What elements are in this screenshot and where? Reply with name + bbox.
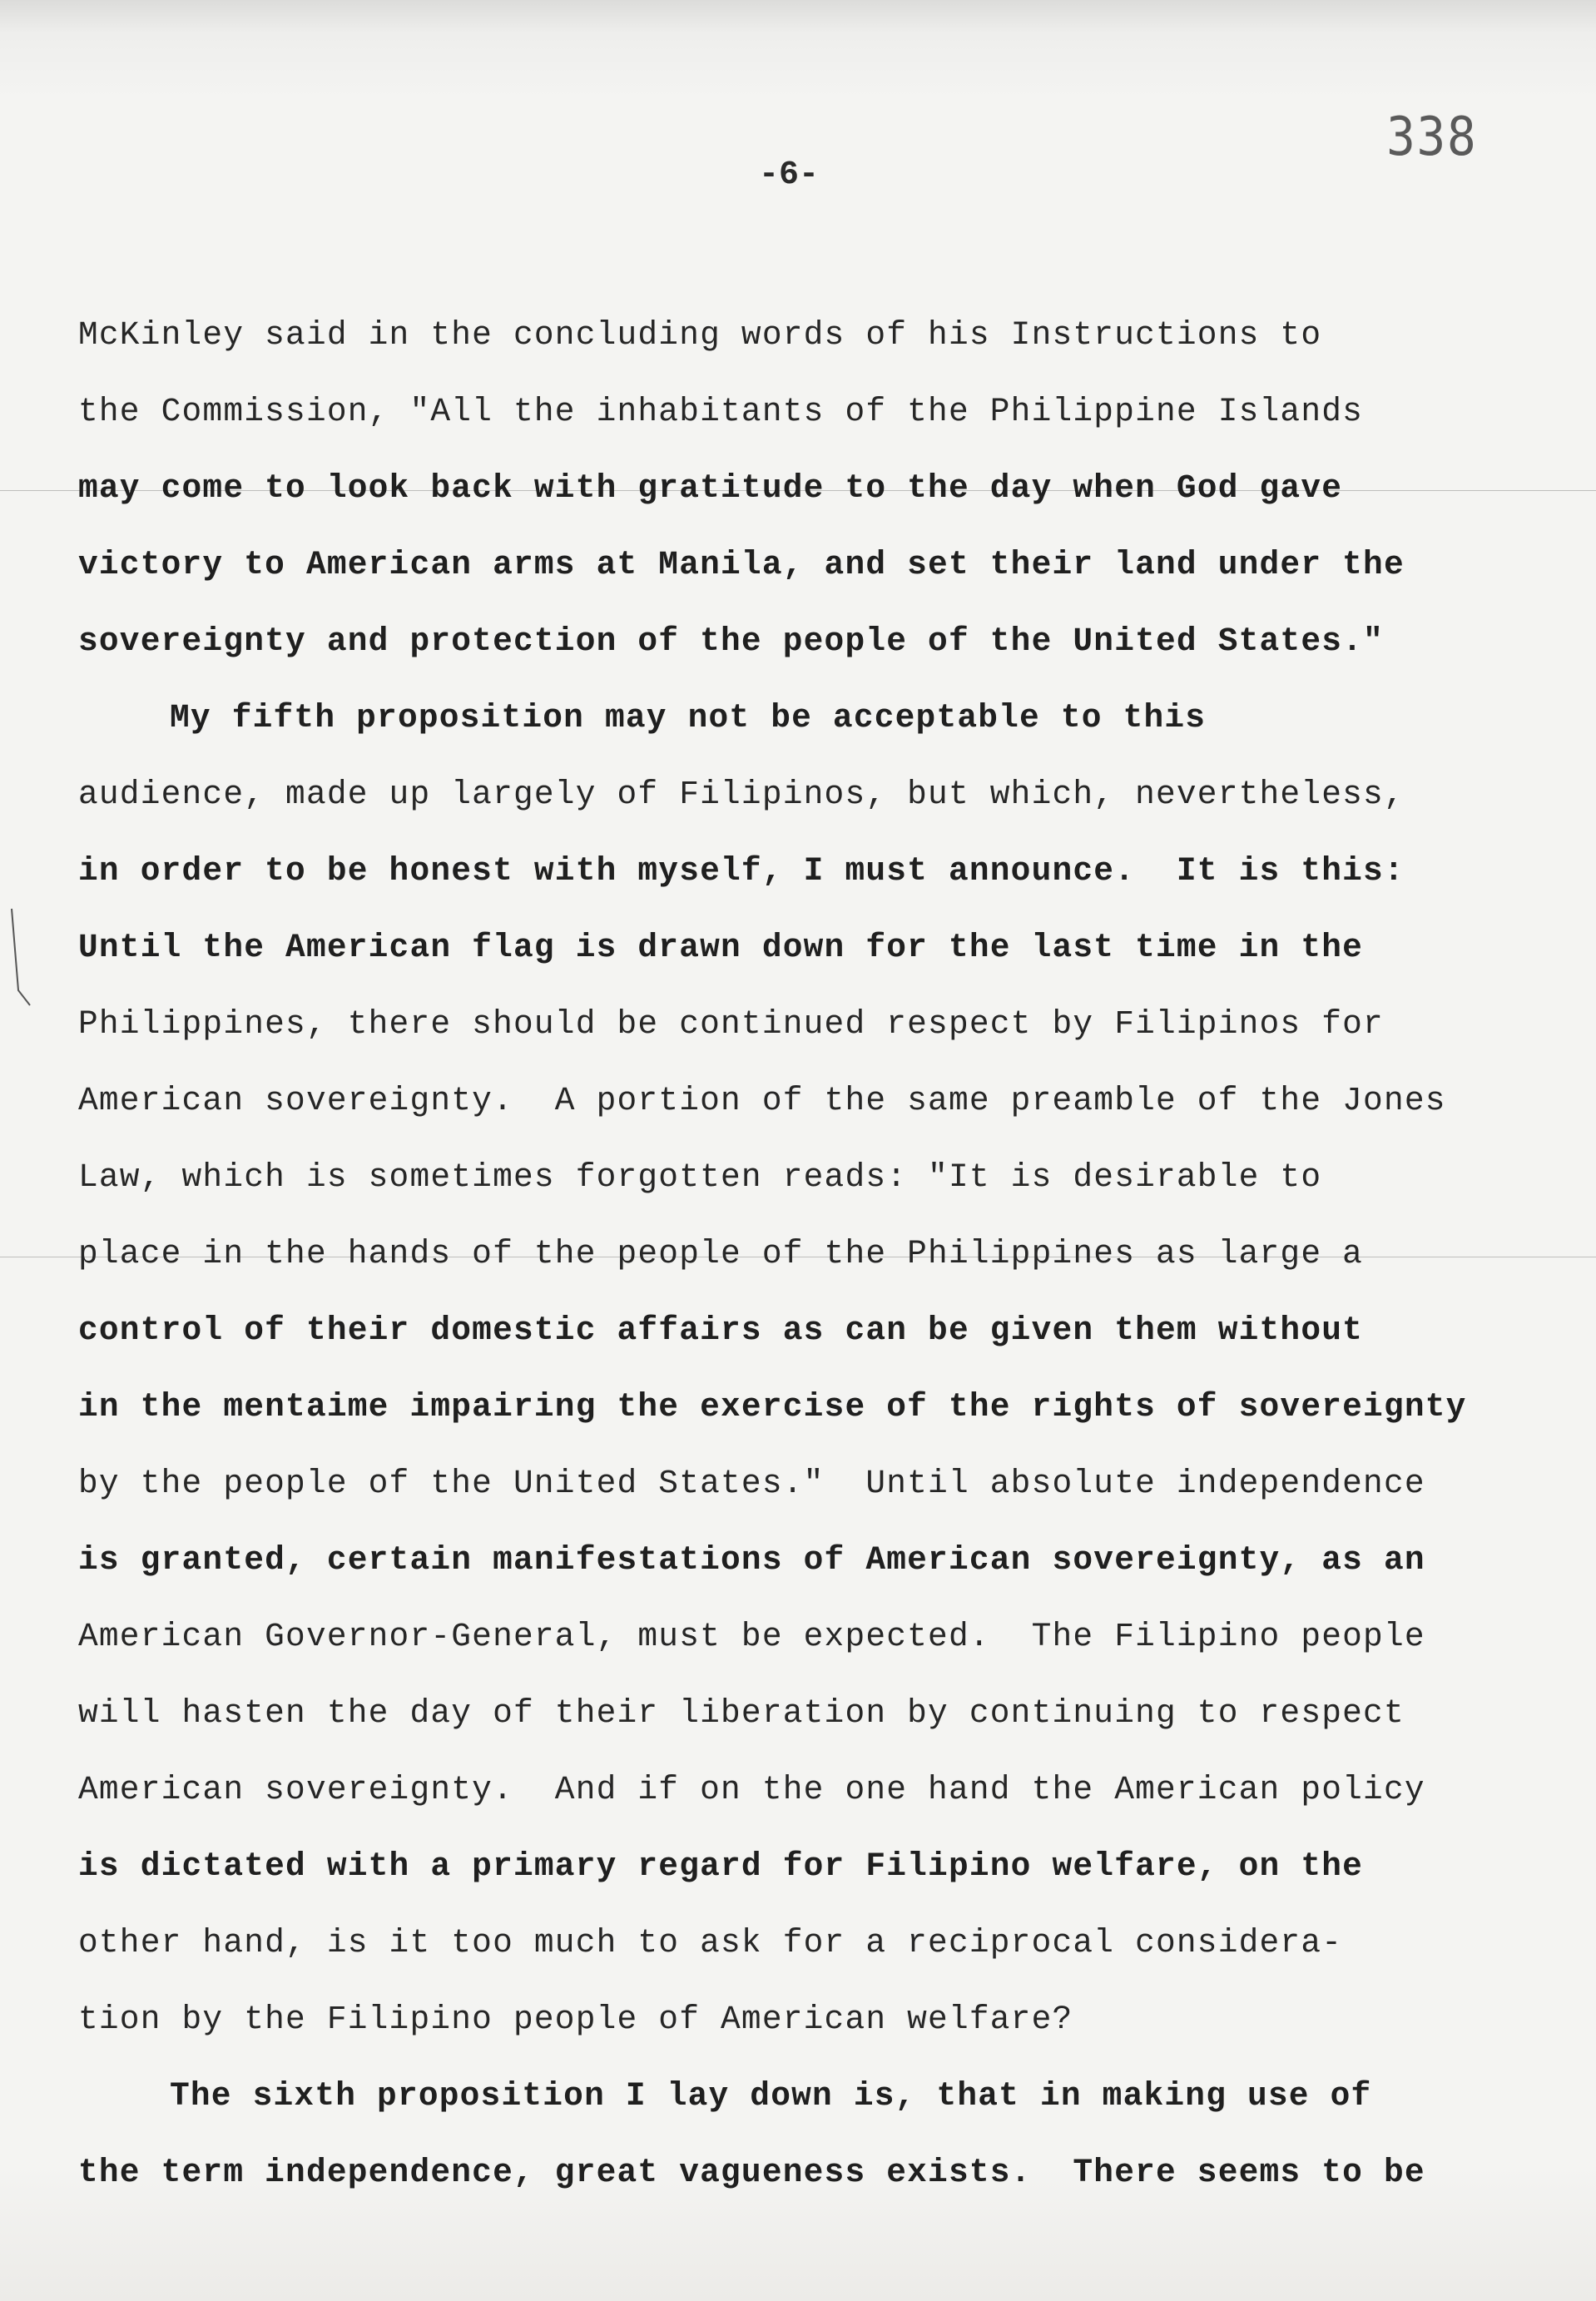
text-line: sovereignty and protection of the people of the United States." bbox=[78, 622, 1384, 660]
text-line: Law, which is sometimes forgotten reads: "It is desirable to bbox=[78, 1158, 1322, 1196]
text-line: may come to look back with gratitude to the day when God gave bbox=[78, 469, 1343, 507]
text-line: by the people of the United States." Until absolute independence bbox=[78, 1465, 1425, 1502]
text-line: in the mentaime impairing the exercise of the rights of sovereignty bbox=[78, 1388, 1467, 1426]
page-number: -6- bbox=[759, 156, 820, 194]
archive-stamp-number: 338 bbox=[1386, 107, 1478, 168]
text-line: the term independence, great vagueness exists. There seems to be bbox=[78, 2154, 1425, 2191]
text-line: McKinley said in the concluding words of his Instructions to bbox=[78, 316, 1322, 354]
text-line: other hand, is it too much to ask for a reciprocal considera- bbox=[78, 1924, 1343, 1961]
text-line: place in the hands of the people of the Philippines as large a bbox=[78, 1235, 1364, 1272]
text-line: in order to be honest with myself, I must announce. It is this: bbox=[78, 852, 1405, 890]
text-line: the Commission, "All the inhabitants of the Philippine Islands bbox=[78, 393, 1364, 430]
text-line: American sovereignty. And if on the one hand the American policy bbox=[78, 1771, 1425, 1808]
text-line: is granted, certain manifestations of American sovereignty, as an bbox=[78, 1541, 1425, 1579]
body-text bbox=[78, 310, 1596, 2224]
text-line: Philippines, there should be continued respect by Filipinos for bbox=[78, 1005, 1384, 1043]
text-line: American sovereignty. A portion of the same preamble of the Jones bbox=[78, 1082, 1446, 1119]
text-line: victory to American arms at Manila, and set their land under the bbox=[78, 546, 1405, 583]
text-line: is dictated with a primary regard for Filipino welfare, on the bbox=[78, 1847, 1364, 1885]
text-line: Until the American flag is drawn down for the last time in the bbox=[78, 929, 1364, 966]
text-line: tion by the Filipino people of American welfare? bbox=[78, 2001, 1073, 2038]
text-line: control of their domestic affairs as can be given them without bbox=[78, 1312, 1364, 1349]
text-line: The sixth proposition I lay down is, that in making use of bbox=[170, 2077, 1372, 2115]
margin-check-mark bbox=[5, 907, 38, 1015]
text-line: My fifth proposition may not be acceptable to this bbox=[170, 699, 1207, 736]
text-line: audience, made up largely of Filipinos, but which, nevertheless, bbox=[78, 776, 1405, 813]
text-line: American Governor-General, must be expected. The Filipino people bbox=[78, 1618, 1425, 1655]
text-line: will hasten the day of their liberation by continuing to respect bbox=[78, 1694, 1405, 1732]
